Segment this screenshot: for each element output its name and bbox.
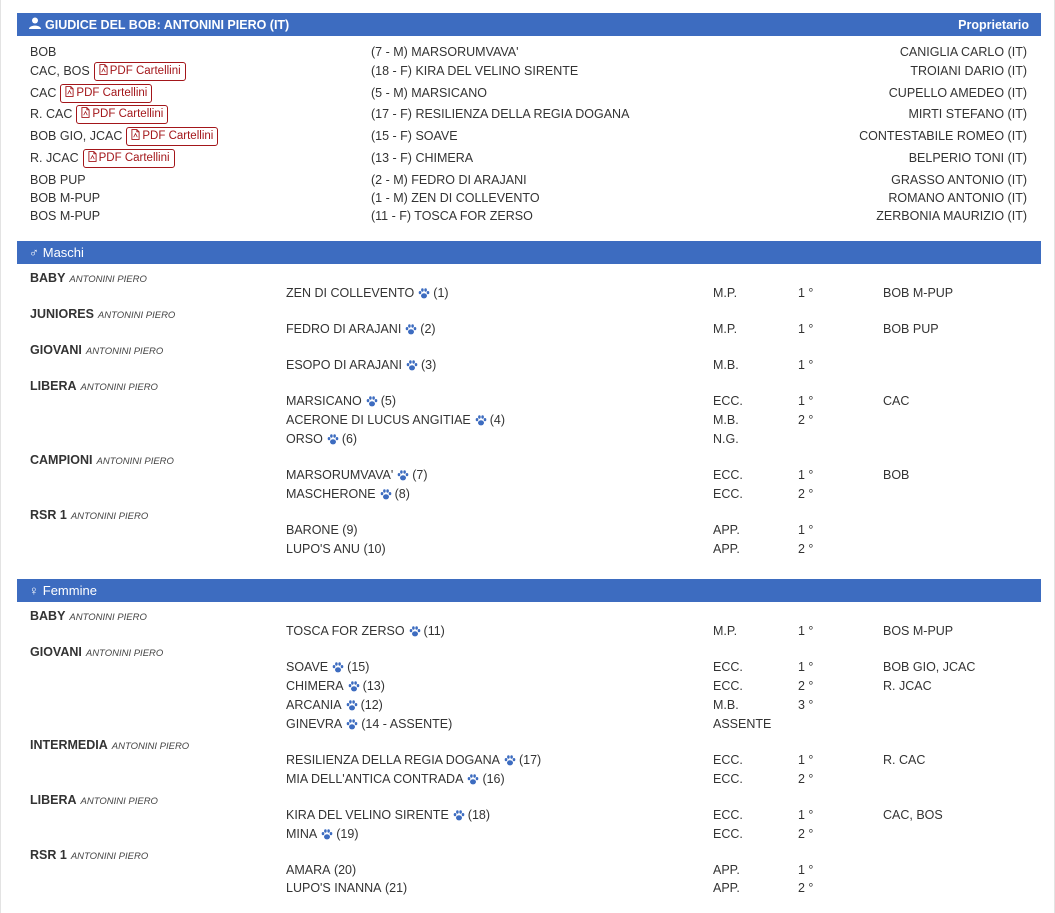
paw-icon[interactable] xyxy=(332,662,344,673)
dog-qualification: ECC. xyxy=(713,394,743,408)
paw-icon[interactable] xyxy=(467,774,479,785)
dog-number: (20) xyxy=(333,863,357,877)
award-cell xyxy=(30,209,100,223)
award-owner: ROMANO ANTONIO (IT) xyxy=(888,191,1027,205)
paw-icon[interactable] xyxy=(327,434,339,445)
dog-qualification: ECC. xyxy=(713,679,743,693)
award-row xyxy=(30,149,1027,167)
class-heading xyxy=(30,848,148,862)
dog-title: BOS M-PUP xyxy=(883,624,954,638)
dog-number: (6) xyxy=(341,432,358,446)
class-judge: ANTONINI PIERO xyxy=(69,612,147,623)
dog-number: (11) xyxy=(423,624,445,638)
award-label: CAC xyxy=(30,86,57,100)
class-heading xyxy=(30,379,158,393)
award-row xyxy=(30,43,1027,61)
award-row xyxy=(30,127,1027,145)
dog-entry xyxy=(286,286,449,300)
class-judge: ANTONINI PIERO xyxy=(70,511,149,522)
dog-row xyxy=(286,808,1026,826)
pdf-file-icon xyxy=(81,107,92,121)
award-label: BOB GIO, JCAC xyxy=(30,129,123,143)
dog-qualification: APP. xyxy=(713,542,740,556)
dog-name-link[interactable]: MINA xyxy=(286,827,318,841)
dog-name-link[interactable]: ESOPO DI ARAJANI xyxy=(286,358,403,372)
dog-number: (18) xyxy=(467,808,491,822)
dog-name-link[interactable]: MASCHERONE xyxy=(286,487,376,501)
user-icon xyxy=(29,17,41,32)
pdf-file-icon xyxy=(131,129,142,143)
dog-entry xyxy=(286,542,386,556)
dog-name-link[interactable]: KIRA DEL VELINO SIRENTE xyxy=(286,808,449,822)
dog-qualification: M.B. xyxy=(713,358,739,372)
dog-qualification: APP. xyxy=(713,523,740,537)
award-dog: (2 - M) FEDRO DI ARAJANI xyxy=(371,173,527,187)
dog-title: BOB GIO, JCAC xyxy=(883,660,976,674)
dog-row xyxy=(286,487,1026,505)
dog-entry xyxy=(286,808,490,822)
dog-number: (16) xyxy=(482,772,505,786)
dog-qualification: ECC. xyxy=(713,468,743,482)
dog-number: (21) xyxy=(384,881,408,895)
dog-row xyxy=(286,679,1026,697)
dog-row xyxy=(286,523,1026,541)
award-label: R. CAC xyxy=(30,107,73,121)
class-name: RSR 1 xyxy=(30,848,67,862)
pdf-cartellini-button[interactable] xyxy=(94,62,186,81)
dog-title: CAC, BOS xyxy=(883,808,943,822)
dog-number: (17) xyxy=(518,753,542,767)
dog-entry xyxy=(286,753,541,767)
award-owner: CONTESTABILE ROMEO (IT) xyxy=(859,129,1027,143)
paw-icon[interactable] xyxy=(405,324,417,335)
class-heading xyxy=(30,645,163,659)
dog-row xyxy=(286,432,1026,450)
award-cell xyxy=(30,45,56,59)
dog-number: (3) xyxy=(421,358,437,372)
dog-entry xyxy=(286,863,356,877)
award-row xyxy=(30,207,1027,225)
dog-entry xyxy=(286,487,410,501)
dog-title: BOB PUP xyxy=(883,322,939,336)
award-owner: CANIGLIA CARLO (IT) xyxy=(899,45,1027,59)
paw-icon[interactable] xyxy=(409,626,421,637)
pdf-cartellini-button[interactable] xyxy=(126,127,218,146)
dog-row xyxy=(286,881,1026,899)
dog-placement: 2 ° xyxy=(798,487,814,501)
dog-name-link[interactable]: ARCANIA xyxy=(286,698,342,712)
dog-number: (14 - ASSENTE) xyxy=(361,717,453,731)
dog-name-link[interactable]: MIA DELL'ANTICA CONTRADA xyxy=(286,772,464,786)
paw-icon[interactable] xyxy=(346,700,358,711)
dog-placement: 3 ° xyxy=(798,698,814,712)
award-row xyxy=(30,105,1027,123)
paw-icon[interactable] xyxy=(380,489,392,500)
dog-placement: 1 ° xyxy=(798,394,814,408)
paw-icon[interactable] xyxy=(321,829,333,840)
award-cell xyxy=(30,105,168,124)
award-row xyxy=(30,62,1027,80)
female-symbol-icon: ♀ xyxy=(29,583,39,598)
class-name: LIBERA xyxy=(30,793,77,807)
dog-name-link[interactable]: LUPO'S ANU xyxy=(286,542,360,556)
dog-entry xyxy=(286,679,385,693)
dog-title: R. CAC xyxy=(883,753,926,767)
dog-entry xyxy=(286,698,383,712)
paw-icon[interactable] xyxy=(348,681,360,692)
dog-entry xyxy=(286,358,436,372)
dog-qualification: M.B. xyxy=(713,698,739,712)
class-name: LIBERA xyxy=(30,379,77,393)
dog-name-link[interactable]: AMARA xyxy=(286,863,331,877)
dog-name-link[interactable]: SOAVE xyxy=(286,660,329,674)
dog-placement: 1 ° xyxy=(798,660,814,674)
dog-placement: 2 ° xyxy=(798,542,814,556)
dog-entry xyxy=(286,772,505,786)
male-symbol-icon: ♂ xyxy=(29,245,39,260)
award-owner: TROIANI DARIO (IT) xyxy=(910,64,1027,78)
dog-entry xyxy=(286,322,436,336)
pdf-button-label: PDF Cartellini xyxy=(142,130,214,142)
award-dog: (18 - F) KIRA DEL VELINO SIRENTE xyxy=(371,64,579,78)
class-judge: ANTONINI PIERO xyxy=(111,741,190,752)
dog-placement: 2 ° xyxy=(798,679,814,693)
dog-row xyxy=(286,322,1026,340)
dog-entry xyxy=(286,881,407,895)
pdf-button-label: PDF Cartellini xyxy=(98,152,170,164)
class-judge: ANTONINI PIERO xyxy=(70,851,149,862)
dog-placement: 1 ° xyxy=(798,468,814,482)
award-cell xyxy=(30,191,100,205)
award-dog: (5 - M) MARSICANO xyxy=(371,86,487,100)
dog-number: (5) xyxy=(380,394,396,408)
dog-placement: 2 ° xyxy=(798,772,814,786)
dog-placement: 1 ° xyxy=(798,286,814,300)
dog-name-link[interactable]: TOSCA FOR ZERSO xyxy=(286,624,405,638)
award-label: R. JCAC xyxy=(30,151,79,165)
dog-row xyxy=(286,394,1026,412)
dog-entry xyxy=(286,432,357,446)
class-heading xyxy=(30,793,158,807)
dog-number: (1) xyxy=(433,286,449,300)
dog-row xyxy=(286,542,1026,560)
dog-placement: 2 ° xyxy=(798,881,814,895)
dog-row xyxy=(286,286,1026,304)
dog-qualification: M.P. xyxy=(713,322,738,336)
class-name: JUNIORES xyxy=(30,307,94,321)
paw-icon[interactable] xyxy=(346,719,358,730)
owner-column-header: Proprietario xyxy=(958,17,1029,32)
class-heading xyxy=(30,343,163,357)
class-name: INTERMEDIA xyxy=(30,738,108,752)
dog-row xyxy=(286,413,1026,431)
pdf-button-label: PDF Cartellini xyxy=(76,87,148,99)
dog-placement: 1 ° xyxy=(798,808,814,822)
award-label: BOB M-PUP xyxy=(30,191,101,205)
dog-entry xyxy=(286,624,445,638)
pdf-file-icon xyxy=(65,86,76,100)
award-owner: MIRTI STEFANO (IT) xyxy=(908,107,1027,121)
class-name: CAMPIONI xyxy=(30,453,93,467)
award-label: BOB PUP xyxy=(30,173,86,187)
dog-title: R. JCAC xyxy=(883,679,932,693)
judge-header-bar xyxy=(17,13,1041,36)
dog-qualification: ECC. xyxy=(713,660,743,674)
dog-number: (7) xyxy=(412,468,428,482)
pdf-file-icon xyxy=(99,64,110,78)
dog-name-link[interactable]: RESILIENZA DELLA REGIA DOGANA xyxy=(286,753,500,767)
dog-number: (10) xyxy=(363,542,386,556)
paw-icon[interactable] xyxy=(418,288,430,299)
dog-name-link[interactable]: ZEN DI COLLEVENTO xyxy=(286,286,415,300)
dog-row xyxy=(286,468,1026,486)
dog-placement: 1 ° xyxy=(798,753,814,767)
award-dog: (1 - M) ZEN DI COLLEVENTO xyxy=(371,191,540,205)
dog-qualification: M.B. xyxy=(713,413,739,427)
dog-placement: 1 ° xyxy=(798,358,814,372)
dog-placement: 1 ° xyxy=(798,624,814,638)
class-heading xyxy=(30,508,148,522)
section-header-femmine xyxy=(17,579,1041,602)
section-title: Femmine xyxy=(42,583,97,598)
dog-entry xyxy=(286,413,505,427)
award-cell xyxy=(30,149,175,168)
award-label: BOS M-PUP xyxy=(30,209,101,223)
dog-row xyxy=(286,827,1026,845)
award-owner: ZERBONIA MAURIZIO (IT) xyxy=(876,209,1027,223)
class-judge: ANTONINI PIERO xyxy=(97,310,176,321)
pdf-cartellini-button[interactable] xyxy=(60,84,152,103)
paw-icon[interactable] xyxy=(406,360,418,371)
dog-number: (9) xyxy=(342,523,358,537)
award-cell xyxy=(30,62,186,81)
paw-icon[interactable] xyxy=(366,396,378,407)
class-heading xyxy=(30,307,175,321)
class-name: RSR 1 xyxy=(30,508,67,522)
dog-number: (15) xyxy=(347,660,370,674)
dog-row xyxy=(286,624,1026,642)
dog-entry xyxy=(286,394,396,408)
dog-name-link[interactable]: ACERONE DI LUCUS ANGITIAE xyxy=(286,413,471,427)
dog-number: (8) xyxy=(394,487,410,501)
dog-number: (19) xyxy=(336,827,359,841)
dog-qualification: ASSENTE xyxy=(713,717,772,731)
dog-row xyxy=(286,660,1026,678)
dog-qualification: M.P. xyxy=(713,286,738,300)
pdf-cartellini-button[interactable] xyxy=(76,105,168,124)
dog-number: (12) xyxy=(360,698,383,712)
paw-icon[interactable] xyxy=(397,470,409,481)
award-dog: (7 - M) MARSORUMVAVA' xyxy=(371,45,519,59)
dog-entry xyxy=(286,827,358,841)
judge-header-title: GIUDICE DEL BOB: ANTONINI PIERO (IT) xyxy=(45,17,290,32)
dog-qualification: ECC. xyxy=(713,772,743,786)
award-owner: CUPELLO AMEDEO (IT) xyxy=(888,86,1027,100)
dog-name-link[interactable]: MARSICANO xyxy=(286,394,362,408)
dog-entry xyxy=(286,468,428,482)
paw-icon[interactable] xyxy=(453,810,465,821)
award-label: BOB xyxy=(30,45,57,59)
dog-entry xyxy=(286,717,452,731)
class-judge: ANTONINI PIERO xyxy=(80,382,158,393)
pdf-button-label: PDF Cartellini xyxy=(109,65,181,77)
dog-qualification: M.P. xyxy=(713,624,738,638)
class-name: BABY xyxy=(30,609,66,623)
dog-number: (4) xyxy=(489,413,506,427)
class-name: GIOVANI xyxy=(30,343,82,357)
pdf-file-icon xyxy=(88,151,99,165)
class-judge: ANTONINI PIERO xyxy=(96,456,174,467)
class-name: GIOVANI xyxy=(30,645,82,659)
dog-number: (2) xyxy=(420,322,436,336)
award-row xyxy=(30,171,1027,189)
award-row xyxy=(30,84,1027,102)
class-heading xyxy=(30,453,174,467)
dog-title: BOB M-PUP xyxy=(883,286,954,300)
dog-placement: 1 ° xyxy=(798,523,814,537)
dog-qualification: ECC. xyxy=(713,487,743,501)
dog-number: (13) xyxy=(362,679,385,693)
dog-qualification: ECC. xyxy=(713,753,743,767)
paw-icon[interactable] xyxy=(475,415,487,426)
class-judge: ANTONINI PIERO xyxy=(85,346,164,357)
class-judge: ANTONINI PIERO xyxy=(69,274,147,285)
award-owner: BELPERIO TONI (IT) xyxy=(908,151,1027,165)
award-dog: (11 - F) TOSCA FOR ZERSO xyxy=(371,209,533,223)
dog-name-link[interactable]: ORSO xyxy=(286,432,323,446)
dog-entry xyxy=(286,660,369,674)
dog-row xyxy=(286,698,1026,716)
dog-placement: 2 ° xyxy=(798,827,814,841)
award-dog: (17 - F) RESILIENZA DELLA REGIA DOGANA xyxy=(371,107,630,121)
dog-name-link[interactable]: MARSORUMVAVA' xyxy=(286,468,394,482)
dog-qualification: ECC. xyxy=(713,827,743,841)
award-dog: (15 - F) SOAVE xyxy=(371,129,458,143)
award-cell xyxy=(30,84,152,103)
dog-row xyxy=(286,717,1026,735)
dog-qualification: APP. xyxy=(713,881,740,895)
dog-title: CAC xyxy=(883,394,910,408)
dog-entry xyxy=(286,523,358,537)
section-title: Maschi xyxy=(42,245,84,260)
class-heading xyxy=(30,738,189,752)
dog-qualification: APP. xyxy=(713,863,740,877)
dog-name-link[interactable]: CHIMERA xyxy=(286,679,344,693)
paw-icon[interactable] xyxy=(504,755,516,766)
dog-name-link[interactable]: FEDRO DI ARAJANI xyxy=(286,322,402,336)
dog-row xyxy=(286,863,1026,881)
dog-placement: 1 ° xyxy=(798,863,814,877)
award-label: CAC, BOS xyxy=(30,64,90,78)
class-heading xyxy=(30,271,147,285)
section-header-maschi xyxy=(17,241,1041,264)
dog-qualification: N.G. xyxy=(713,432,739,446)
dog-row xyxy=(286,772,1026,790)
class-judge: ANTONINI PIERO xyxy=(85,648,164,659)
award-cell xyxy=(30,127,218,146)
award-dog: (13 - F) CHIMERA xyxy=(371,151,474,165)
pdf-cartellini-button[interactable] xyxy=(83,149,175,168)
class-heading xyxy=(30,609,147,623)
dog-row xyxy=(286,358,1026,376)
dog-title: BOB xyxy=(883,468,910,482)
dog-placement: 2 ° xyxy=(798,413,814,427)
award-cell xyxy=(30,173,86,187)
class-judge: ANTONINI PIERO xyxy=(80,796,158,807)
dog-name-link[interactable]: BARONE xyxy=(286,523,339,537)
class-name: BABY xyxy=(30,271,66,285)
award-owner: GRASSO ANTONIO (IT) xyxy=(891,173,1027,187)
pdf-button-label: PDF Cartellini xyxy=(92,108,164,120)
award-row xyxy=(30,189,1027,207)
dog-qualification: ECC. xyxy=(713,808,743,822)
dog-name-link[interactable]: GINEVRA xyxy=(286,717,343,731)
dog-row xyxy=(286,753,1026,771)
dog-placement: 1 ° xyxy=(798,322,814,336)
dog-name-link[interactable]: LUPO'S INANNA xyxy=(286,881,382,895)
